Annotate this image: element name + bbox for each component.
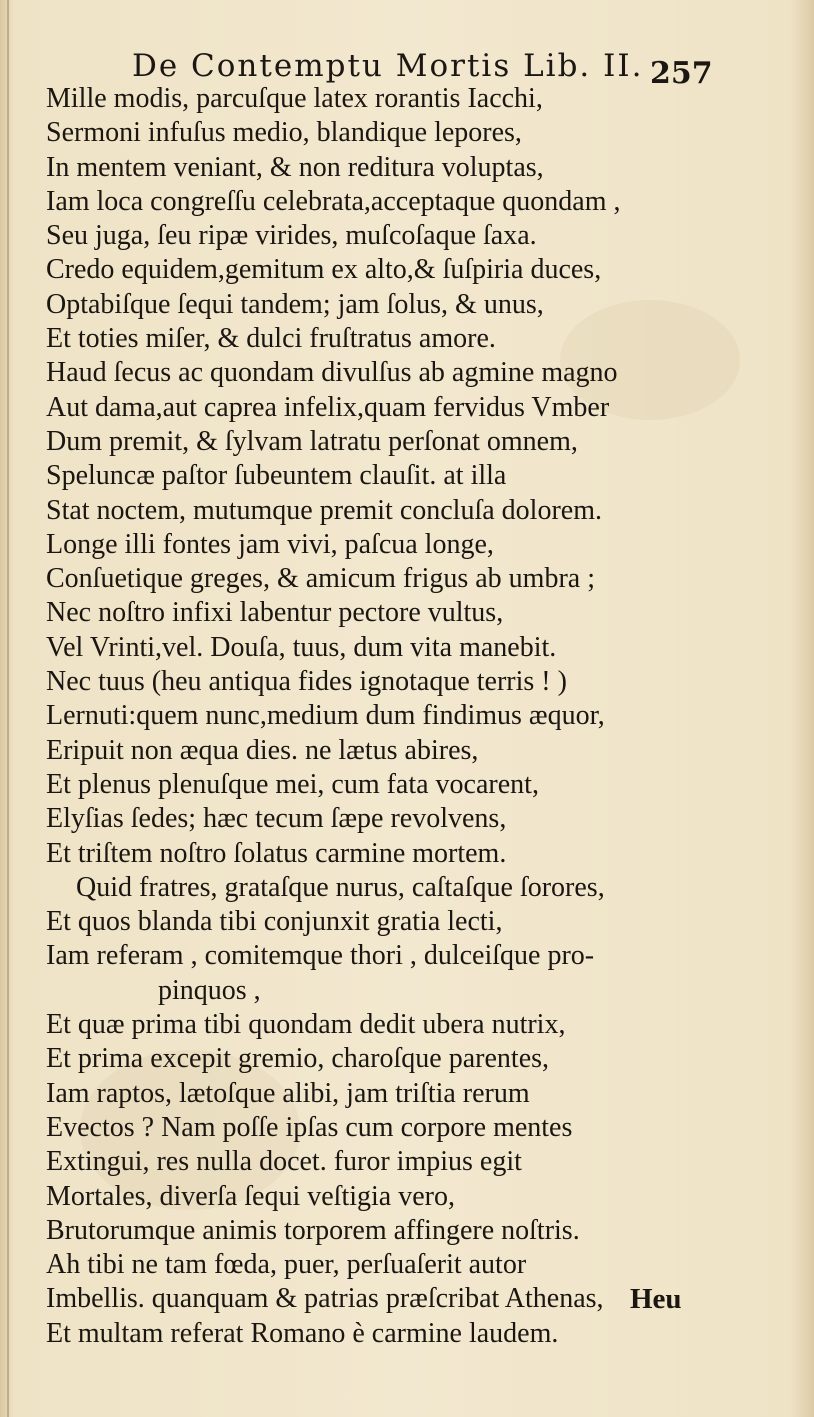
verse-line: Longe illi fontes jam vivi, paſcua longe, <box>46 528 494 560</box>
verse-line: Haud ſecus ac quondam divulſus ab agmine magno <box>46 357 618 389</box>
verse-line: Evectos ? Nam poſſe ipſas cum corpore mentes <box>46 1111 573 1143</box>
verse-line: Sermoni infuſus medio, blandique lepores, <box>46 117 522 149</box>
verse-line: Aut dama,aut caprea infelix,quam fervidus Vmber <box>46 391 610 423</box>
verse-line: Conſuetique greges, & amicum frigus ab umbra ; <box>46 563 595 595</box>
verse-line: In mentem veniant, & non reditura voluptas, <box>46 151 544 183</box>
catchword: Heu <box>630 1283 682 1315</box>
verse-line: Et multam referat Romano è carmine laudem. <box>46 1317 559 1349</box>
verse-line: Stat noctem, mutumque premit concluſa dolorem. <box>46 494 602 526</box>
verse-line: Seu juga, ſeu ripæ virides, muſcoſaque ſaxa. <box>46 220 537 252</box>
verse-line: Et quos blanda tibi conjunxit gratia lecti, <box>46 906 503 938</box>
running-title: De Contemptu Mortis Lib. II. <box>132 48 644 84</box>
verse-line-continuation: pinquos , <box>158 974 261 1006</box>
poem-text <box>46 82 726 1351</box>
verse-line: Speluncæ paſtor ſubeuntem clauſit. at illa <box>46 460 507 492</box>
verse-line: Elyſias ſedes; hæc tecum ſæpe revolvens, <box>46 803 507 835</box>
verse-line: Iam loca congreſſu celebrata,acceptaque quondam , <box>46 185 621 217</box>
verse-line: Mortales, diverſa ſequi veſtigia vero, <box>46 1180 455 1212</box>
verse-line: Et triſtem noſtro ſolatus carmine mortem. <box>46 837 507 869</box>
verse-line: Iam referam , comitemque thori , dulceiſque pro- <box>46 940 595 972</box>
verse-line: Et plenus plenuſque mei, cum fata vocarent, <box>46 768 539 800</box>
verse-line: Nec tuus (heu antiqua fides ignotaque terris ! ) <box>46 666 567 698</box>
verse-line: Et toties miſer, & dulci fruſtratus amore. <box>46 323 496 355</box>
verse-line: Quid fratres, grataſque nurus, caſtaſque ſorores, <box>76 871 605 903</box>
verse-line: Ah tibi ne tam fœda, puer, perſuaſerit autor <box>46 1249 527 1281</box>
verse-line: Lernuti:quem nunc,medium dum findimus æquor, <box>46 700 605 732</box>
verse-line: Optabiſque ſequi tandem; jam ſolus, & unus, <box>46 288 544 320</box>
verse-line: Credo equidem,gemitum ex alto,& ſuſpiria duces, <box>46 254 602 286</box>
verse-line: Vel Vrinti,vel. Douſa, tuus, dum vita manebit. <box>46 631 557 663</box>
verse-line: Brutorumque animis torporem affingere noſtris. <box>46 1214 580 1246</box>
verse-line: Eripuit non æqua dies. ne lætus abires, <box>46 734 479 766</box>
verse-line: Mille modis, parcuſque latex rorantis Iacchi, <box>46 83 543 114</box>
page-edge-shadow <box>7 0 9 1417</box>
verse-line: Nec noſtro infixi labentur pectore vultus, <box>46 597 504 629</box>
verse-line: Et quæ prima tibi quondam dedit ubera nutrix, <box>46 1009 566 1041</box>
page-number: 257 <box>650 56 713 91</box>
verse-line: Extingui, res nulla docet. furor impius egit <box>46 1146 522 1178</box>
verse-line: Et prima excepit gremio, charoſque parentes, <box>46 1043 550 1075</box>
verse-line: Iam raptos, lætoſque alibi, jam triſtia rerum <box>46 1077 530 1109</box>
verse-line: Imbellis. quanquam & patrias præſcribat Athenas, <box>46 1283 604 1315</box>
verse-line: Dum premit, & ſylvam latratu perſonat omnem, <box>46 425 578 457</box>
